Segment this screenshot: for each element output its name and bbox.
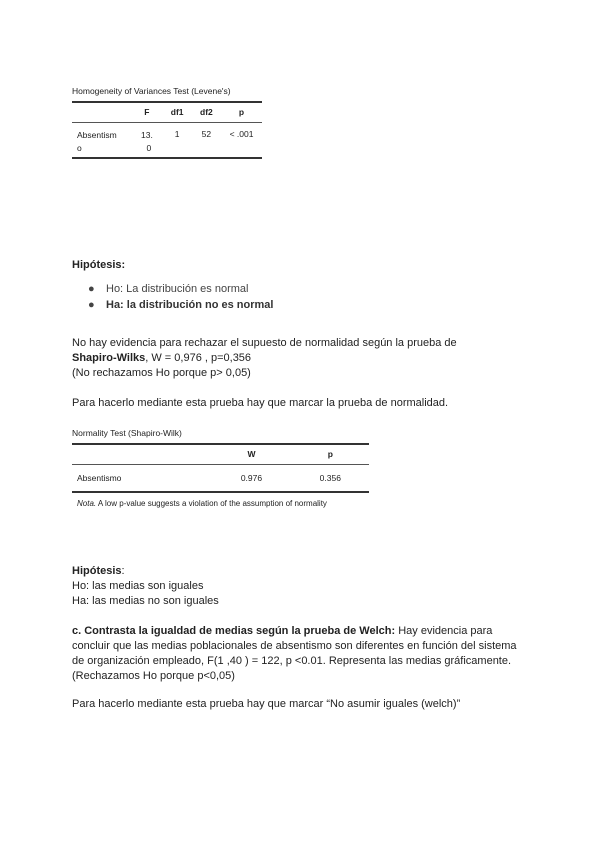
shapiro-row-p: 0.356 <box>319 472 341 483</box>
welch-heading: c. Contrasta la igualdad de medias según la prueba de Welch: <box>72 625 396 637</box>
bullet-icon: ● <box>88 299 95 311</box>
levene-row-label: Absentism o <box>77 129 117 153</box>
levene-row-df1: 1 <box>174 128 180 139</box>
levene-header-f: F <box>144 107 150 118</box>
hyp1-item-ho: ● Ho: La distribución es normal <box>88 283 249 295</box>
shapiro-header-p: p <box>327 449 333 460</box>
levene-row-df2: 52 <box>201 128 212 139</box>
levene-row-f: 13. 0 <box>140 129 153 153</box>
hyp1-title: Hipótesis: <box>72 259 126 271</box>
shapiro-header-row <box>72 444 369 464</box>
shapiro-caption: Normality Test (Shapiro-Wilk) <box>72 428 182 438</box>
shapiro-header-w: W <box>247 449 256 460</box>
levene-header-df2: df2 <box>200 107 213 118</box>
shapiro-row-w: 0.976 <box>240 472 263 483</box>
levene-row <box>72 122 262 158</box>
bullet-icon: ● <box>88 283 95 295</box>
hyp2-ha: Ha: las medias no son iguales <box>72 595 219 607</box>
levene-caption: Homogeneity of Variances Test (Levene's) <box>72 86 231 96</box>
welch-paragraph: c. Contrasta la igualdad de medias según la prueba de Welch: Hay evidencia para concluir que las medias poblacionales de absentismo son diferentes en función del sistema de organización empleado, F(1 ,40 ) = 122, p <0.01. Representa las medias gráficamente. (Rechazamos Ho porque p<0,05) <box>72 625 517 682</box>
hyp1-item-ha: ● Ha: la distribución no es normal <box>88 299 274 311</box>
levene-header-p: p <box>238 107 245 118</box>
shapiro-header-empty <box>72 444 211 464</box>
levene-header-empty <box>72 102 131 122</box>
shapiro-row <box>72 464 369 492</box>
normality-instruction: Para hacerlo mediante esta prueba hay que marcar la prueba de normalidad. <box>72 397 449 409</box>
shapiro-wilks-term: Shapiro-Wilks <box>72 352 146 364</box>
normality-paragraph: No hay evidencia para rechazar el supuesto de normalidad según la prueba de Shapiro-Wilks, W = 0,976 , p=0,356 (No rechazamos Ho porque p> 0,05) <box>72 337 457 379</box>
shapiro-note: Nota. A low p-value suggests a violation of the assumption of normality <box>77 499 327 508</box>
hyp2-block: Hipótesis: Ho: las medias son iguales Ha: las medias no son iguales <box>72 564 472 609</box>
hyp2-title: Hipótesis <box>72 565 122 577</box>
welch-instruction: Para hacerlo mediante esta prueba hay que marcar “No asumir iguales (welch)” <box>72 698 461 710</box>
levene-row-p: < .001 <box>229 128 254 139</box>
hyp1-list <box>86 281 486 313</box>
hyp2-ho: Ho: las medias son iguales <box>72 580 204 592</box>
shapiro-table <box>72 443 369 493</box>
levene-header-df1: df1 <box>170 107 184 118</box>
levene-header-row <box>72 102 262 122</box>
levene-table <box>72 101 262 159</box>
shapiro-row-label: Absentismo <box>77 472 122 483</box>
